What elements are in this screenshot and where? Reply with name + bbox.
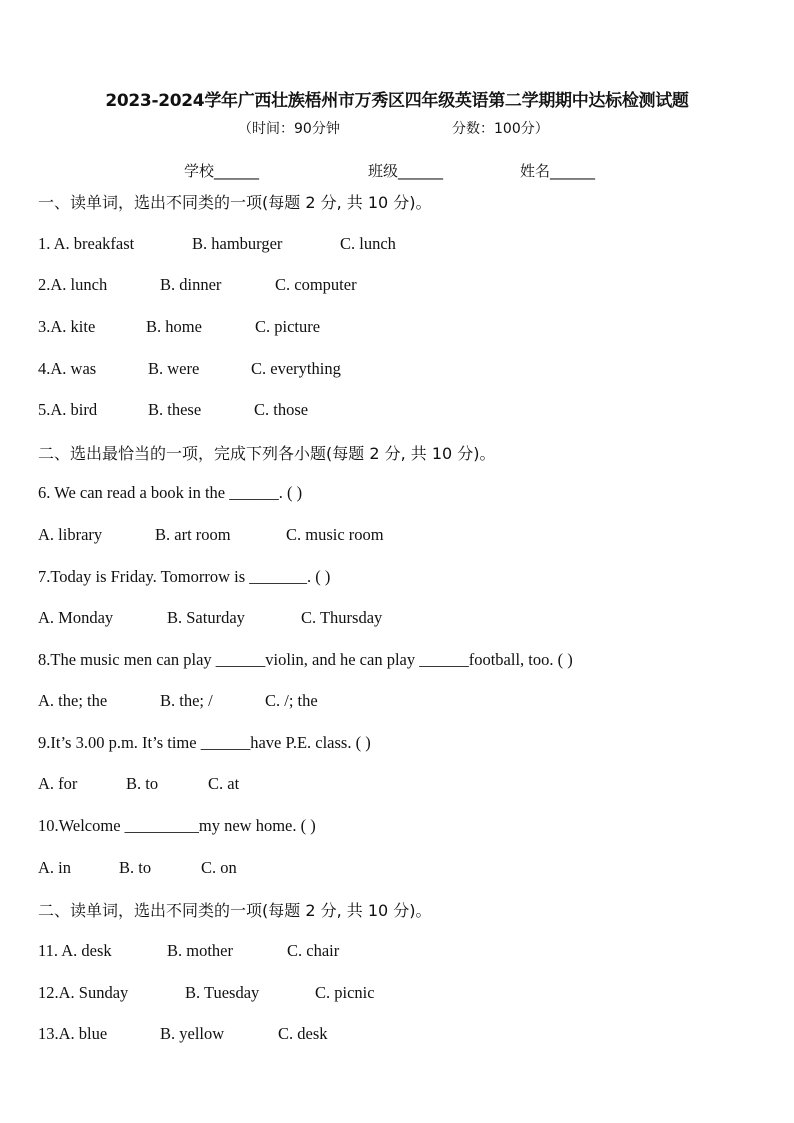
question-9-b: B. to — [126, 774, 159, 793]
question-3-b: B. home — [146, 317, 202, 336]
exam-time: （时间：90分钟 — [238, 121, 340, 137]
question-12-a: 12.A. Sunday — [38, 983, 129, 1002]
question-2-a: 2.A. lunch — [38, 275, 108, 294]
question-7-b: B. Saturday — [167, 608, 245, 627]
question-3-a: 3.A. kite — [38, 317, 96, 336]
question-5-b: B. these — [148, 400, 202, 419]
question-2-c: C. computer — [275, 275, 357, 294]
question-4-c: C. everything — [251, 359, 341, 378]
question-5-c: C. those — [254, 400, 309, 419]
name-field: 姓名______ — [520, 162, 596, 180]
question-4-a: 4.A. was — [38, 359, 97, 378]
question-8-b: B. the; / — [160, 691, 213, 710]
question-6-a: A. library — [38, 525, 103, 544]
question-1-b: B. hamburger — [192, 234, 283, 253]
question-12-b: B. Tuesday — [185, 983, 260, 1002]
question-11-b: B. mother — [167, 941, 233, 960]
question-5-a: 5.A. bird — [38, 400, 98, 419]
question-11-c: C. chair — [287, 941, 340, 960]
section-1-heading: 一、读单词，选出不同类的一项(每题 2 分, 共 10 分)。 — [38, 193, 432, 212]
question-4-b: B. were — [148, 359, 200, 378]
question-2-b: B. dinner — [160, 275, 222, 294]
question-10-a: A. in — [38, 858, 71, 877]
section-3-heading: 二、读单词，选出不同类的一项(每题 2 分, 共 10 分)。 — [38, 901, 432, 920]
question-8-a: A. the; the — [38, 691, 108, 710]
question-6-c: C. music room — [286, 525, 384, 544]
exam-title: 2023-2024学年广西壮族梧州市万秀区四年级英语第二学期期中达标检测试题 — [105, 91, 689, 111]
question-13-c: C. desk — [278, 1024, 328, 1043]
section-2-heading: 二、选出最恰当的一项，完成下列各小题(每题 2 分, 共 10 分)。 — [38, 444, 496, 463]
question-10-c: C. on — [201, 858, 237, 877]
question-11-a: 11. A. desk — [38, 941, 112, 960]
question-1-a: 1. A. breakfast — [38, 234, 135, 253]
question-9-a: A. for — [38, 774, 78, 793]
question-10-b: B. to — [119, 858, 152, 877]
question-6-b: B. art room — [155, 525, 231, 544]
exam-score: 分数：100分） — [452, 121, 549, 137]
question-7-a: A. Monday — [38, 608, 114, 627]
question-8-stem: 8.The music men can play ______violin, and he can play ______football, too. ( ) — [38, 650, 573, 669]
question-13-a: 13.A. blue — [38, 1024, 108, 1043]
question-13-b: B. yellow — [160, 1024, 225, 1043]
question-1-c: C. lunch — [340, 234, 396, 253]
question-9-stem: 9.It’s 3.00 p.m. It’s time ______have P.E. class. ( ) — [38, 733, 371, 752]
question-9-c: C. at — [208, 774, 240, 793]
question-10-stem: 10.Welcome _________my new home. ( ) — [38, 816, 316, 835]
question-12-c: C. picnic — [315, 983, 375, 1002]
question-7-c: C. Thursday — [301, 608, 383, 627]
school-field: 学校______ — [184, 162, 260, 180]
question-6-stem: 6. We can read a book in the ______. ( ) — [38, 483, 303, 502]
class-field: 班级______ — [368, 162, 444, 180]
question-7-stem: 7.Today is Friday. Tomorrow is _______. ( ) — [38, 567, 331, 586]
question-3-c: C. picture — [255, 317, 321, 336]
question-8-c: C. /; the — [265, 691, 318, 710]
